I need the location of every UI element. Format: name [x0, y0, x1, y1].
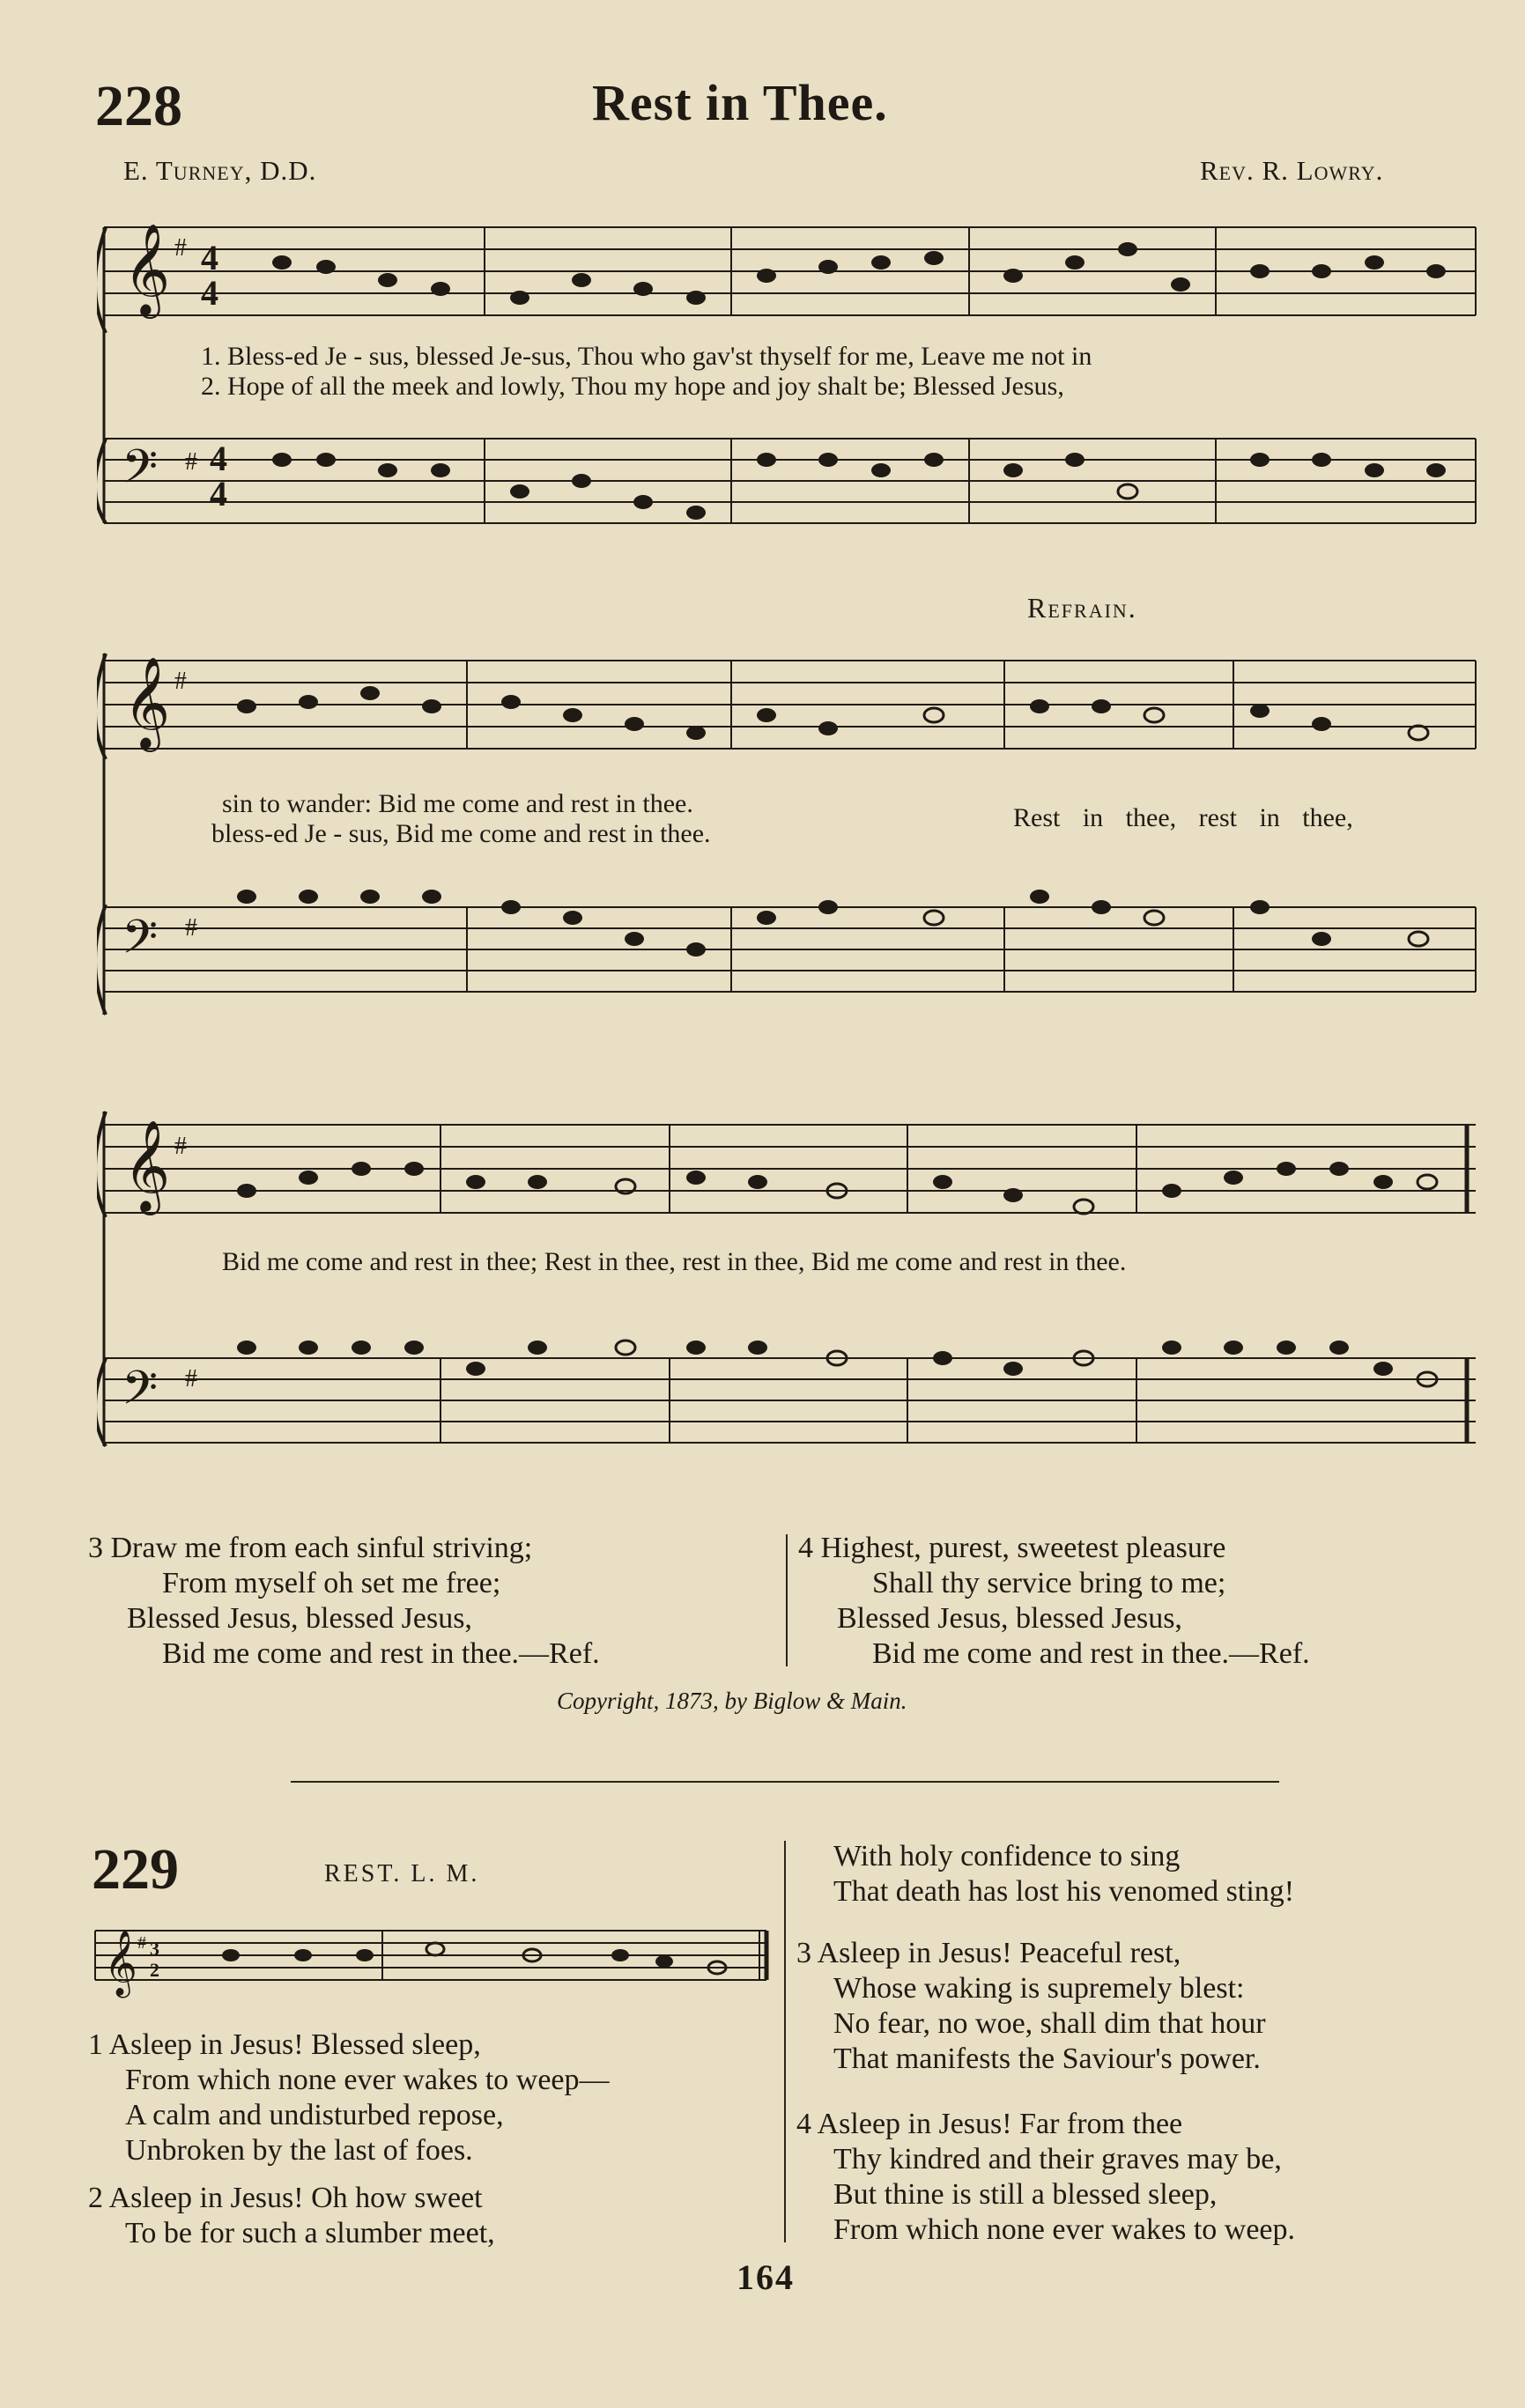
verse-line: Shall thy service bring to me;	[872, 1567, 1226, 1599]
hymn229-verse-2	[88, 2181, 495, 2251]
section-divider	[291, 1781, 1279, 1783]
verse-line: From which none ever wakes to weep—	[125, 2064, 610, 2096]
verse-line: 4 Asleep in Jesus! Far from thee	[796, 2108, 1183, 2140]
verse-line: With holy confidence to sing	[833, 1840, 1181, 1872]
svg-text:4: 4	[201, 238, 218, 277]
verse-line: That manifests the Saviour's power.	[833, 2042, 1261, 2075]
copyright-notice: Copyright, 1873, by Biglow & Main.	[557, 1688, 907, 1714]
verse-line: 3 Asleep in Jesus! Peaceful rest,	[796, 1937, 1181, 1969]
lyrics-line-2-verse-2: bless-ed Je - sus, Bid me come and rest in thee.	[211, 819, 711, 848]
svg-text:𝄞: 𝄞	[123, 223, 171, 315]
verse-line: To be for such a slumber meet,	[125, 2217, 495, 2249]
svg-text:4: 4	[201, 273, 218, 313]
svg-text:#: #	[185, 1365, 197, 1392]
refrain-label: Refrain.	[1027, 592, 1137, 624]
tune-name: REST. L. M.	[324, 1860, 480, 1887]
staff-notation	[92, 1911, 770, 2017]
verse-line: 4 Highest, purest, sweetest pleasure	[798, 1532, 1226, 1564]
verse-line: No fear, no woe, shall dim that hour	[833, 2007, 1266, 2040]
lyrics-line-2-verse-1: sin to wander: Bid me come and rest in thee.	[222, 789, 693, 818]
verse-line: 2 Asleep in Jesus! Oh how sweet	[88, 2182, 483, 2214]
author-credit: Rev. R. Lowry.	[1200, 155, 1384, 186]
svg-text:𝄢: 𝄢	[122, 911, 159, 976]
lyrics-line-1-verse-2: 2. Hope of all the meek and lowly, Thou my hope and joy shalt be; Blessed Jesus,	[201, 372, 1064, 401]
page-number: 164	[737, 2257, 795, 2297]
svg-text:4: 4	[210, 439, 227, 478]
verse-line: From which none ever wakes to weep.	[833, 2213, 1296, 2246]
verse-4	[798, 1531, 1310, 1672]
verse-line: Bid me come and rest in thee.—Ref.	[872, 1637, 1310, 1670]
column-divider	[784, 1841, 786, 2242]
svg-text:𝄞: 𝄞	[104, 1931, 137, 1996]
lyrics-line-3: Bid me come and rest in thee; Rest in thee, rest in thee, Bid me come and rest in thee.	[222, 1247, 1127, 1276]
verse-line: But thine is still a blessed sleep,	[833, 2178, 1218, 2211]
verse-line: 1 Asleep in Jesus! Blessed sleep,	[88, 2028, 481, 2061]
hymn229-verse-2-continued	[833, 1839, 1294, 1909]
lyrics-refrain-start: Rest in thee, rest in thee,	[1013, 803, 1353, 832]
svg-text:#: #	[174, 234, 187, 262]
column-divider	[786, 1534, 788, 1666]
verse-3	[88, 1531, 600, 1672]
verse-line: Bid me come and rest in thee.—Ref.	[162, 1637, 600, 1670]
verse-line: 3 Draw me from each sinful striving;	[88, 1532, 533, 1564]
svg-text:#: #	[137, 1933, 146, 1953]
svg-text:𝄞: 𝄞	[123, 656, 171, 749]
svg-text:#: #	[185, 914, 197, 942]
hymn-number: 229	[92, 1837, 179, 1902]
hymn229-verse-3	[796, 1936, 1266, 2077]
verse-line: Blessed Jesus, blessed Jesus,	[127, 1602, 472, 1635]
svg-text:#: #	[185, 448, 197, 476]
verse-line: A calm and undisturbed repose,	[125, 2099, 504, 2131]
svg-text:𝄢: 𝄢	[122, 1362, 159, 1427]
composer-credit: E. Turney, D.D.	[123, 155, 317, 186]
svg-text:3: 3	[150, 1938, 159, 1960]
hymn-number: 228	[95, 74, 182, 138]
verse-line: Blessed Jesus, blessed Jesus,	[837, 1602, 1182, 1635]
hymn229-verse-1	[88, 2028, 610, 2168]
hymn-title: Rest in Thee.	[592, 74, 888, 131]
svg-text:4: 4	[210, 474, 227, 513]
svg-text:𝄢: 𝄢	[122, 440, 159, 506]
verse-line: Thy kindred and their graves may be,	[833, 2143, 1282, 2175]
lyrics-line-1-verse-1: 1. Bless-ed Je - sus, blessed Je-sus, Thou who gav'st thyself for me, Leave me not in	[201, 342, 1092, 371]
music-system-3	[97, 1085, 1480, 1508]
verse-line: That death has lost his venomed sting!	[833, 1875, 1295, 1908]
verse-line: Unbroken by the last of foes.	[125, 2134, 473, 2167]
hymn229-verse-4	[796, 2107, 1295, 2248]
verse-line: From myself oh set me free;	[162, 1567, 501, 1599]
svg-text:#: #	[174, 668, 187, 695]
staff-notation	[97, 1085, 1480, 1508]
verse-line: Whose waking is supremely blest:	[833, 1972, 1245, 2005]
svg-text:#: #	[174, 1133, 187, 1160]
music-system-229	[92, 1911, 770, 2017]
svg-text:𝄞: 𝄞	[123, 1119, 171, 1212]
svg-text:2: 2	[150, 1959, 159, 1981]
